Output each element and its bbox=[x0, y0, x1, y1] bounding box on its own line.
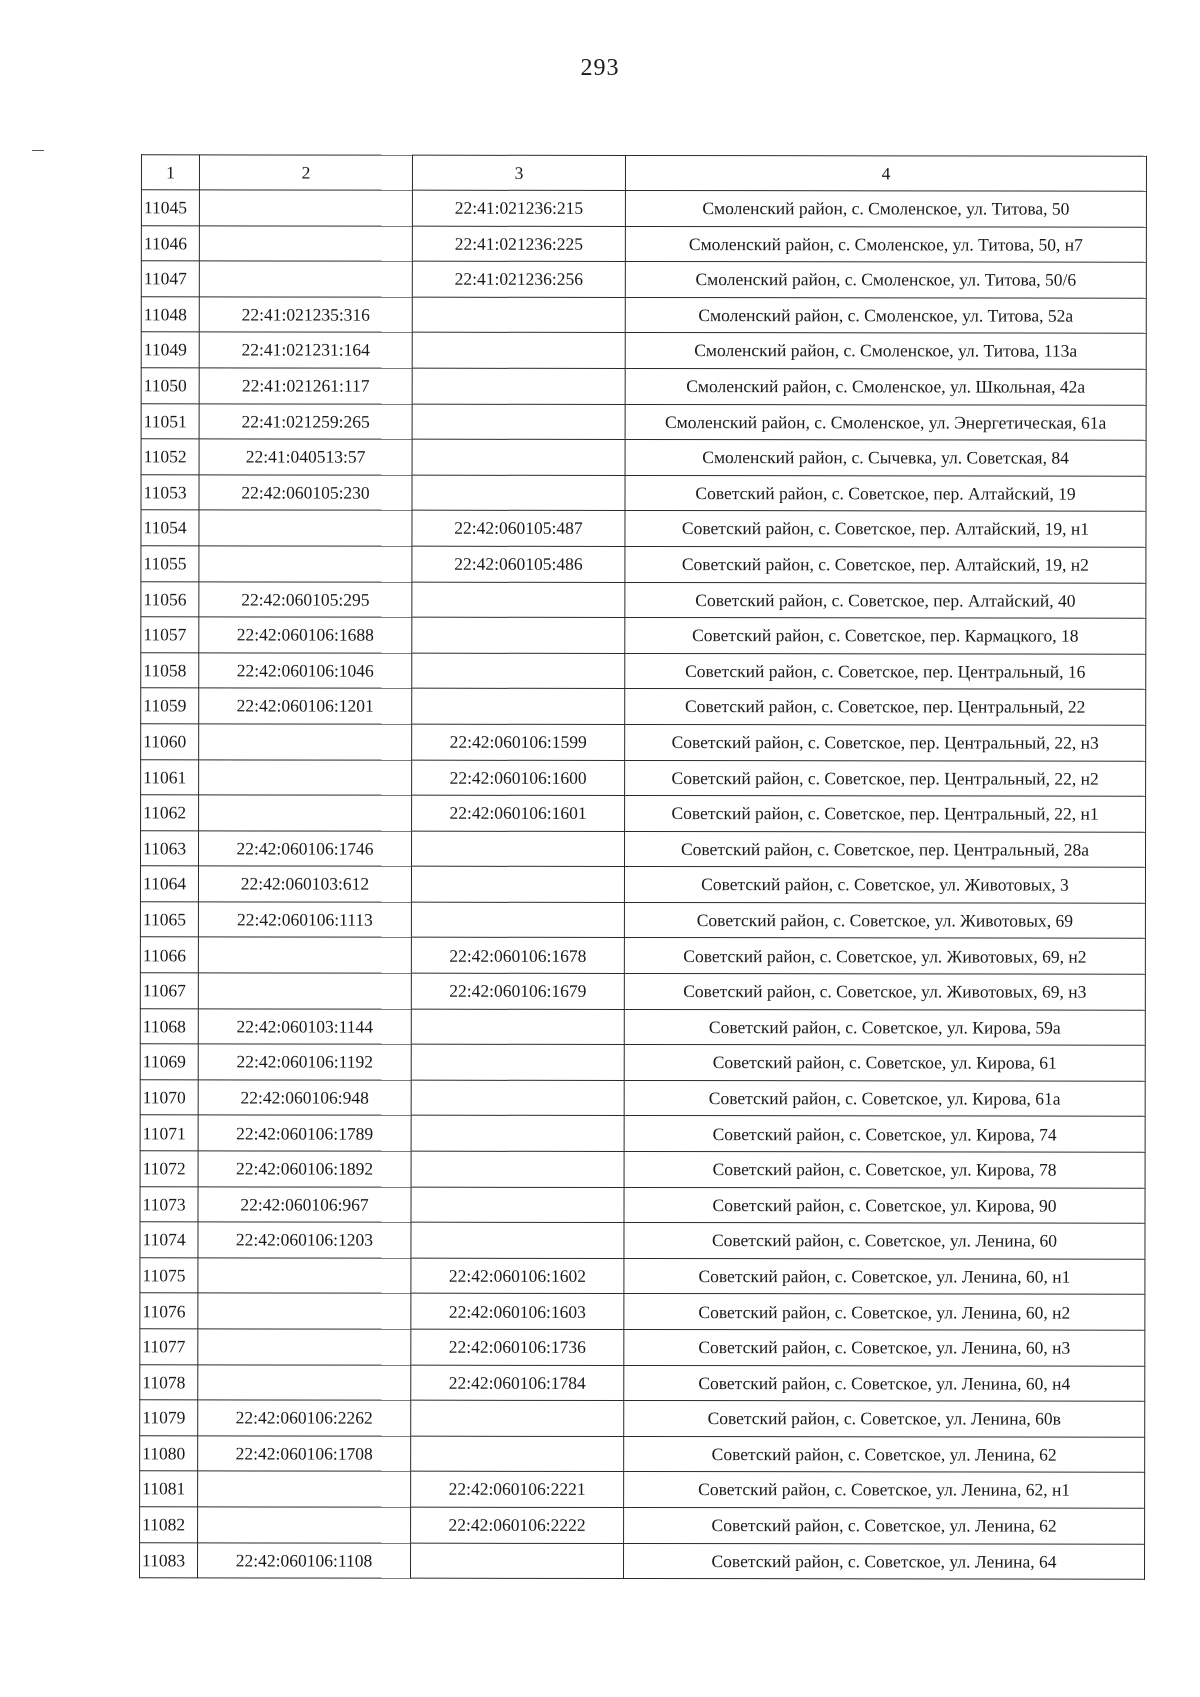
cadastral-number-col3 bbox=[412, 582, 625, 618]
address: Смоленский район, с. Смоленское, ул. Титова, 113а bbox=[625, 333, 1146, 369]
cadastral-number-col2 bbox=[198, 973, 411, 1009]
cadastral-number-col3 bbox=[411, 1222, 624, 1258]
cadastral-number-col2: 22:41:021231:164 bbox=[199, 332, 412, 368]
table-row bbox=[140, 973, 1145, 1010]
cadastral-number-col2 bbox=[199, 546, 412, 582]
cadastral-number-col2 bbox=[198, 1329, 411, 1365]
table-row bbox=[140, 1222, 1145, 1259]
header-row bbox=[141, 155, 1146, 191]
address: Советский район, с. Советское, пер. Алтайский, 19, н2 bbox=[625, 546, 1146, 582]
table-row bbox=[140, 1151, 1145, 1188]
row-number: 11070 bbox=[140, 1080, 198, 1116]
cadastral-number-col3 bbox=[412, 653, 625, 689]
table-row bbox=[140, 1115, 1145, 1152]
cadastral-number-col3 bbox=[412, 297, 625, 333]
address: Смоленский район, с. Сычевка, ул. Советская, 84 bbox=[625, 440, 1146, 476]
cadastral-number-col2: 22:42:060105:230 bbox=[199, 475, 412, 511]
table-row bbox=[140, 1436, 1145, 1473]
row-number: 11058 bbox=[141, 653, 199, 689]
row-number: 11061 bbox=[141, 759, 199, 795]
cadastral-number-col2 bbox=[198, 1507, 411, 1543]
cadastral-number-col2: 22:42:060106:1113 bbox=[198, 902, 411, 938]
cadastral-number-col3: 22:42:060106:1600 bbox=[412, 760, 625, 796]
table-row bbox=[140, 1400, 1145, 1437]
cadastral-number-col3: 22:41:021236:256 bbox=[412, 261, 625, 297]
row-number: 11083 bbox=[140, 1542, 198, 1578]
header-col-1: 1 bbox=[141, 155, 199, 190]
table-row bbox=[141, 830, 1146, 867]
cadastral-number-col2: 22:42:060106:1708 bbox=[198, 1436, 411, 1472]
table-row bbox=[141, 510, 1146, 547]
cadastral-number-col2 bbox=[199, 795, 412, 831]
table-row bbox=[140, 1258, 1145, 1295]
cadastral-number-col3: 22:42:060106:1678 bbox=[411, 938, 624, 974]
cadastral-number-col3 bbox=[411, 1187, 624, 1223]
row-number: 11060 bbox=[141, 724, 199, 760]
row-number: 11075 bbox=[140, 1258, 198, 1294]
cadastral-number-col3: 22:42:060106:1736 bbox=[411, 1329, 624, 1365]
row-number: 11049 bbox=[141, 332, 199, 368]
cadastral-number-col2: 22:42:060106:2262 bbox=[198, 1400, 411, 1436]
address: Советский район, с. Советское, пер. Алтайский, 40 bbox=[625, 582, 1146, 618]
cadastral-number-col2: 22:41:021259:265 bbox=[199, 403, 412, 439]
address: Смоленский район, с. Смоленское, ул. Титова, 50 bbox=[625, 190, 1146, 226]
table-row bbox=[141, 439, 1146, 476]
table-row bbox=[140, 1080, 1145, 1117]
table-row bbox=[140, 1329, 1145, 1366]
table-row bbox=[141, 759, 1146, 796]
cadastral-number-col3: 22:41:021236:215 bbox=[412, 190, 625, 226]
table-row bbox=[141, 261, 1146, 298]
table-row bbox=[140, 1044, 1145, 1081]
table-row bbox=[141, 617, 1146, 654]
address: Советский район, с. Советское, ул. Животовых, 69, н3 bbox=[624, 974, 1145, 1010]
cadastral-number-col2: 22:41:040513:57 bbox=[199, 439, 412, 475]
cadastral-number-col3 bbox=[412, 688, 625, 724]
table-row bbox=[140, 902, 1145, 939]
address: Советский район, с. Советское, ул. Кирова, 59а bbox=[624, 1009, 1145, 1045]
address: Советский район, с. Советское, ул. Ленина, 60в bbox=[624, 1401, 1145, 1437]
table-row bbox=[141, 225, 1146, 262]
address: Советский район, с. Советское, ул. Кирова, 78 bbox=[624, 1152, 1145, 1188]
table-row bbox=[140, 1507, 1145, 1544]
cadastral-number-col2: 22:42:060103:1144 bbox=[198, 1009, 411, 1045]
table-body bbox=[140, 190, 1147, 1580]
row-number: 11051 bbox=[141, 403, 199, 439]
cadastral-number-col2: 22:42:060106:1201 bbox=[199, 688, 412, 724]
address: Советский район, с. Советское, ул. Ленина, 60 bbox=[624, 1223, 1145, 1259]
register-table bbox=[139, 154, 1147, 1580]
row-number: 11064 bbox=[140, 866, 198, 902]
cadastral-number-col3 bbox=[411, 1543, 624, 1579]
table-row bbox=[141, 546, 1146, 583]
address: Смоленский район, с. Смоленское, ул. Энергетическая, 61а bbox=[625, 404, 1146, 440]
cadastral-number-col2 bbox=[199, 261, 412, 297]
row-number: 11054 bbox=[141, 510, 199, 546]
cadastral-number-col2: 22:42:060106:1688 bbox=[199, 617, 412, 653]
row-number: 11063 bbox=[141, 830, 199, 866]
cadastral-number-col3: 22:42:060106:1784 bbox=[411, 1365, 624, 1401]
table-row bbox=[141, 581, 1146, 618]
cadastral-number-col2: 22:42:060105:295 bbox=[199, 581, 412, 617]
row-number: 11073 bbox=[140, 1186, 198, 1222]
address: Советский район, с. Советское, пер. Центральный, 22 bbox=[625, 689, 1146, 725]
cadastral-number-col2: 22:42:060106:1046 bbox=[199, 653, 412, 689]
address: Советский район, с. Советское, ул. Кирова, 61 bbox=[624, 1045, 1145, 1081]
table-row bbox=[140, 937, 1145, 974]
table-row bbox=[140, 1364, 1145, 1401]
cadastral-number-col2: 22:42:060106:1746 bbox=[199, 831, 412, 867]
cadastral-number-col3 bbox=[412, 333, 625, 369]
table-row bbox=[141, 332, 1146, 369]
row-number: 11057 bbox=[141, 617, 199, 653]
address: Смоленский район, с. Смоленское, ул. Титова, 50, н7 bbox=[625, 226, 1146, 262]
row-number: 11066 bbox=[140, 937, 198, 973]
cadastral-number-col3: 22:41:021236:225 bbox=[412, 226, 625, 262]
row-number: 11072 bbox=[140, 1151, 198, 1187]
row-number: 11079 bbox=[140, 1400, 198, 1436]
cadastral-number-col2: 22:42:060106:948 bbox=[198, 1080, 411, 1116]
cadastral-number-col3: 22:42:060106:1599 bbox=[412, 724, 625, 760]
cadastral-number-col3 bbox=[411, 1044, 624, 1080]
row-number: 11082 bbox=[140, 1507, 198, 1543]
cadastral-number-col2 bbox=[198, 1471, 411, 1507]
cadastral-number-col3: 22:42:060106:1601 bbox=[412, 795, 625, 831]
row-number: 11081 bbox=[140, 1471, 198, 1507]
address: Советский район, с. Советское, ул. Ленина, 64 bbox=[624, 1543, 1145, 1579]
cadastral-number-col3: 22:42:060105:487 bbox=[412, 511, 625, 547]
address: Советский район, с. Советское, пер. Центральный, 28а bbox=[625, 831, 1146, 867]
cadastral-number-col3 bbox=[412, 404, 625, 440]
address: Советский район, с. Советское, ул. Ленина, 60, н3 bbox=[624, 1329, 1145, 1365]
cadastral-number-col2: 22:42:060106:1192 bbox=[198, 1044, 411, 1080]
table-row bbox=[140, 1186, 1145, 1223]
row-number: 11065 bbox=[140, 902, 198, 938]
cadastral-number-col3 bbox=[411, 1080, 624, 1116]
table-row bbox=[140, 1471, 1145, 1508]
cadastral-number-col3: 22:42:060106:1679 bbox=[411, 973, 624, 1009]
row-number: 11053 bbox=[141, 475, 199, 511]
register-table-wrapper bbox=[139, 154, 1146, 1580]
cadastral-number-col3: 22:42:060106:1603 bbox=[411, 1294, 624, 1330]
cadastral-number-col2: 22:42:060106:1203 bbox=[198, 1222, 411, 1258]
cadastral-number-col3: 22:42:060106:2221 bbox=[411, 1472, 624, 1508]
table-row bbox=[140, 866, 1145, 903]
address: Советский район, с. Советское, ул. Ленина, 62 bbox=[624, 1507, 1145, 1543]
cadastral-number-col2: 22:42:060106:1892 bbox=[198, 1151, 411, 1187]
row-number: 11068 bbox=[140, 1008, 198, 1044]
cadastral-number-col2 bbox=[199, 190, 412, 226]
cadastral-number-col2: 22:42:060103:612 bbox=[198, 866, 411, 902]
row-number: 11052 bbox=[141, 439, 199, 475]
cadastral-number-col2 bbox=[198, 1364, 411, 1400]
table-row bbox=[141, 368, 1146, 405]
row-number: 11055 bbox=[141, 546, 199, 582]
address: Советский район, с. Советское, пер. Центральный, 22, н3 bbox=[625, 724, 1146, 760]
address: Советский район, с. Советское, ул. Кирова, 90 bbox=[624, 1187, 1145, 1223]
scan-mark bbox=[32, 150, 44, 151]
cadastral-number-col3 bbox=[412, 617, 625, 653]
cadastral-number-col2 bbox=[199, 759, 412, 795]
address: Смоленский район, с. Смоленское, ул. Школьная, 42а bbox=[625, 368, 1146, 404]
cadastral-number-col3 bbox=[411, 1116, 624, 1152]
cadastral-number-col2 bbox=[198, 1258, 411, 1294]
row-number: 11059 bbox=[141, 688, 199, 724]
cadastral-number-col3 bbox=[412, 475, 625, 511]
cadastral-number-col3 bbox=[411, 1151, 624, 1187]
cadastral-number-col3 bbox=[411, 1009, 624, 1045]
table-row bbox=[140, 1008, 1145, 1045]
address: Советский район, с. Советское, ул. Ленина, 60, н4 bbox=[624, 1365, 1145, 1401]
address: Советский район, с. Советское, пер. Центральный, 16 bbox=[625, 653, 1146, 689]
cadastral-number-col3 bbox=[411, 1436, 624, 1472]
address: Советский район, с. Советское, ул. Ленина, 60, н2 bbox=[624, 1294, 1145, 1330]
address: Советский район, с. Советское, ул. Кирова, 74 bbox=[624, 1116, 1145, 1152]
cadastral-number-col2 bbox=[199, 724, 412, 760]
address: Советский район, с. Советское, пер. Кармацкого, 18 bbox=[625, 618, 1146, 654]
header-col-4: 4 bbox=[625, 155, 1146, 191]
cadastral-number-col2: 22:42:060106:967 bbox=[198, 1187, 411, 1223]
row-number: 11047 bbox=[141, 261, 199, 297]
row-number: 11071 bbox=[140, 1115, 198, 1151]
cadastral-number-col3 bbox=[411, 902, 624, 938]
table-row bbox=[141, 297, 1146, 334]
cadastral-number-col2: 22:41:021235:316 bbox=[199, 297, 412, 333]
table-row bbox=[141, 724, 1146, 761]
table-row bbox=[141, 190, 1146, 227]
table-row bbox=[141, 795, 1146, 832]
cadastral-number-col3: 22:42:060106:1602 bbox=[411, 1258, 624, 1294]
cadastral-number-col2: 22:42:060106:1108 bbox=[198, 1542, 411, 1578]
row-number: 11046 bbox=[141, 225, 199, 261]
cadastral-number-col2 bbox=[198, 937, 411, 973]
row-number: 11076 bbox=[140, 1293, 198, 1329]
row-number: 11069 bbox=[140, 1044, 198, 1080]
table-row bbox=[140, 1293, 1145, 1330]
row-number: 11062 bbox=[141, 795, 199, 831]
row-number: 11056 bbox=[141, 581, 199, 617]
cadastral-number-col2: 22:41:021261:117 bbox=[199, 368, 412, 404]
row-number: 11078 bbox=[140, 1364, 198, 1400]
cadastral-number-col3 bbox=[412, 439, 625, 475]
table-row bbox=[141, 475, 1146, 512]
row-number: 11074 bbox=[140, 1222, 198, 1258]
cadastral-number-col2 bbox=[199, 225, 412, 261]
cadastral-number-col3 bbox=[411, 866, 624, 902]
address: Советский район, с. Советское, ул. Животовых, 3 bbox=[624, 867, 1145, 903]
header-col-3: 3 bbox=[412, 155, 625, 190]
address: Советский район, с. Советское, ул. Ленина, 62, н1 bbox=[624, 1472, 1145, 1508]
address: Советский район, с. Советское, пер. Алтайский, 19 bbox=[625, 475, 1146, 511]
row-number: 11045 bbox=[141, 190, 199, 226]
address: Смоленский район, с. Смоленское, ул. Титова, 50/6 bbox=[625, 262, 1146, 298]
address: Советский район, с. Советское, ул. Животовых, 69 bbox=[624, 902, 1145, 938]
row-number: 11077 bbox=[140, 1329, 198, 1365]
row-number: 11050 bbox=[141, 368, 199, 404]
cadastral-number-col3 bbox=[412, 368, 625, 404]
cadastral-number-col3: 22:42:060106:2222 bbox=[411, 1507, 624, 1543]
row-number: 11067 bbox=[140, 973, 198, 1009]
address: Советский район, с. Советское, ул. Кирова, 61а bbox=[624, 1080, 1145, 1116]
row-number: 11048 bbox=[141, 297, 199, 333]
address: Советский район, с. Советское, ул. Животовых, 69, н2 bbox=[624, 938, 1145, 974]
address: Советский район, с. Советское, пер. Центральный, 22, н2 bbox=[625, 760, 1146, 796]
address: Советский район, с. Советское, ул. Ленина, 62 bbox=[624, 1436, 1145, 1472]
cadastral-number-col3 bbox=[411, 1400, 624, 1436]
table-row bbox=[141, 403, 1146, 440]
table-row bbox=[140, 1542, 1145, 1579]
table-row bbox=[141, 653, 1146, 690]
header-col-2: 2 bbox=[199, 155, 412, 190]
address: Смоленский район, с. Смоленское, ул. Титова, 52а bbox=[625, 297, 1146, 333]
page-number: 293 bbox=[580, 55, 620, 81]
table-row bbox=[141, 688, 1146, 725]
address: Советский район, с. Советское, пер. Центральный, 22, н1 bbox=[625, 796, 1146, 832]
address: Советский район, с. Советское, пер. Алтайский, 19, н1 bbox=[625, 511, 1146, 547]
cadastral-number-col3 bbox=[412, 831, 625, 867]
cadastral-number-col2 bbox=[199, 510, 412, 546]
cadastral-number-col2: 22:42:060106:1789 bbox=[198, 1115, 411, 1151]
cadastral-number-col2 bbox=[198, 1293, 411, 1329]
address: Советский район, с. Советское, ул. Ленина, 60, н1 bbox=[624, 1258, 1145, 1294]
cadastral-number-col3: 22:42:060105:486 bbox=[412, 546, 625, 582]
row-number: 11080 bbox=[140, 1436, 198, 1472]
